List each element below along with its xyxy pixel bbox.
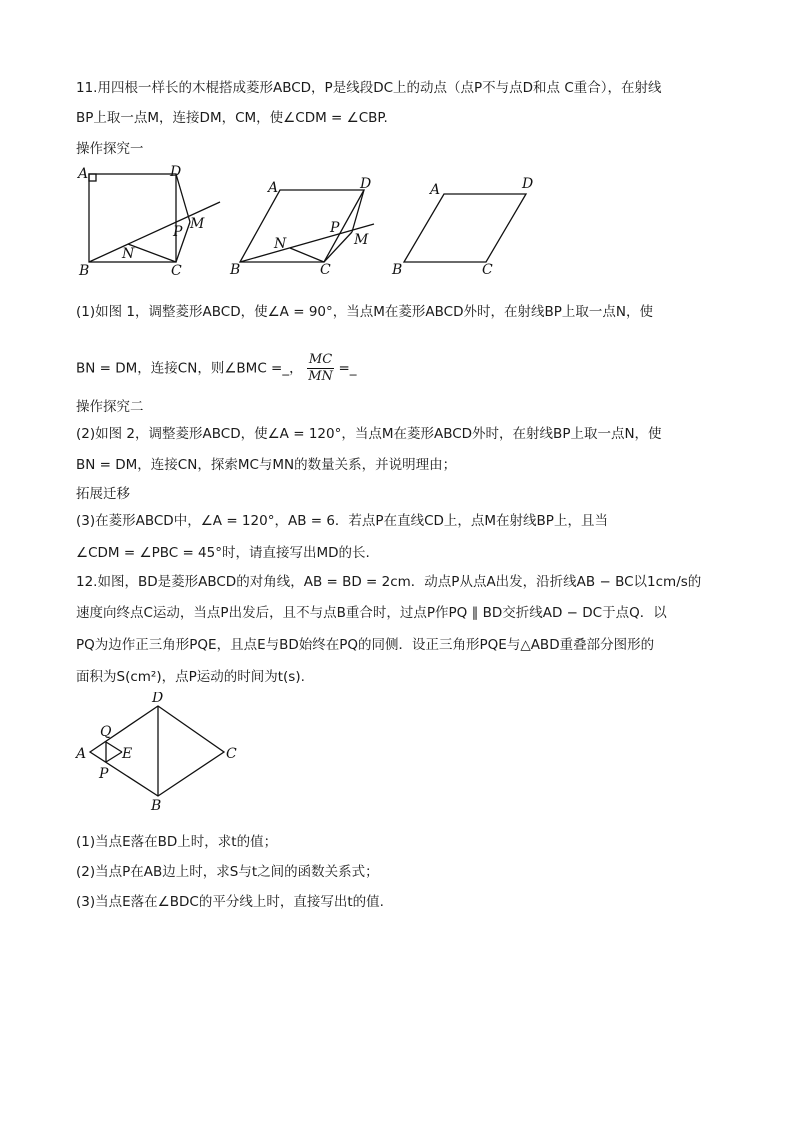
fig2-segment-dm — [352, 190, 364, 232]
q11-figure-1 — [76, 162, 226, 282]
fig3-label-a: A — [430, 182, 441, 198]
fig1-segment-dm — [176, 174, 190, 222]
q12-rhombus — [90, 706, 224, 796]
q11-part1-line1: (1)如图 1，调整菱形ABCD，使∠A = 90°，当点M在菱形ABCD外时，在射线BP上取一点N，使 — [76, 304, 653, 320]
q11-part1-text-b: =_ — [338, 360, 357, 377]
fig1-label-m: M — [190, 216, 205, 232]
q12-label-e: E — [122, 746, 133, 762]
q11-part1-line2 — [76, 352, 357, 385]
q12-figure — [74, 692, 254, 812]
q11-line2: BP上取一点M，连接DM，CM，使∠CDM = ∠CBP. — [76, 110, 388, 126]
q12-part3: (3)当点E落在∠BDC的平分线上时，直接写出t的值. — [76, 894, 384, 910]
fig1-segment-cn — [128, 244, 176, 262]
fig3-label-d: D — [522, 176, 534, 192]
fig2-segment-cn — [290, 248, 324, 262]
fig2-label-n: N — [274, 236, 287, 252]
fig2-label-m: M — [354, 232, 369, 248]
q11-part3-line2: ∠CDM = ∠PBC = 45°时，请直接写出MD的长. — [76, 545, 370, 561]
fig3-label-c: C — [482, 262, 493, 278]
q12-line3: PQ为边作正三角形PQE，且点E与BD始终在PQ的同侧．设正三角形PQE与△ABD重叠部分图形的 — [76, 637, 655, 653]
q11-figure-3 — [390, 170, 540, 280]
fig1-ray-bp — [89, 202, 220, 262]
q11-section3: 拓展迁移 — [76, 486, 130, 502]
q12-line1: 12.如图，BD是菱形ABCD的对角线，AB = BD = 2cm．动点P从点A出发，沿折线AB − BC以1cm/s的 — [76, 574, 702, 590]
fig2-label-c: C — [320, 262, 331, 278]
fig2-rhombus — [240, 190, 364, 262]
q11-part2-line1: (2)如图 2，调整菱形ABCD，使∠A = 120°，当点M在菱形ABCD外时，在射线BP上取一点N，使 — [76, 426, 662, 442]
q12-part2: (2)当点P在AB边上时，求S与t之间的函数关系式； — [76, 864, 379, 880]
q11-part3-line1: (3)在菱形ABCD中，∠A = 120°，AB = 6．若点P在直线CD上，点M在射线BP上，且当 — [76, 513, 608, 529]
fraction-numerator: MC — [308, 352, 333, 367]
fig1-label-d: D — [170, 164, 182, 180]
q11-part1-fraction — [307, 352, 334, 385]
q12-label-p: P — [99, 766, 109, 782]
fig2-label-d: D — [360, 176, 372, 192]
q11-figure-2 — [228, 170, 383, 280]
q11-section1: 操作探究一 — [76, 141, 144, 157]
q12-label-d: D — [152, 692, 164, 706]
q12-segment-qe — [106, 742, 122, 752]
q12-part1: (1)当点E落在BD上时，求t的值； — [76, 834, 278, 850]
q12-line2: 速度向终点C运动，当点P出发后，且不与点B重合时，过点P作PQ ∥ BD交折线AD − DC于点Q．以 — [76, 605, 667, 621]
fig1-right-angle-mark — [89, 174, 96, 181]
q12-label-q: Q — [100, 724, 112, 740]
q11-part2-line2: BN = DM，连接CN，探索MC与MN的数量关系，并说明理由； — [76, 457, 457, 473]
fig3-label-b: B — [392, 262, 403, 278]
fig1-label-p: P — [173, 224, 183, 240]
q11-line1: 11.用四根一样长的木棍搭成菱形ABCD，P是线段DC上的动点（点P不与点D和点 C重合），在射线 — [76, 80, 662, 96]
fig2-label-a: A — [268, 180, 279, 196]
q12-line4: 面积为S(cm²)，点P运动的时间为t(s). — [76, 669, 305, 685]
fig2-label-b: B — [230, 262, 241, 278]
q12-segment-ep — [106, 752, 122, 762]
q12-label-c: C — [226, 746, 237, 762]
fig3-rhombus — [404, 194, 526, 262]
fig2-label-p: P — [330, 220, 340, 236]
fig1-label-a: A — [78, 166, 89, 182]
fig1-label-c: C — [171, 263, 182, 279]
q12-label-a: A — [76, 746, 87, 762]
q11-section2: 操作探究二 — [76, 399, 144, 415]
q11-part1-text-a: BN = DM，连接CN，则∠BMC =_， — [76, 360, 303, 377]
fraction-denominator: MN — [308, 369, 333, 384]
q12-label-b: B — [151, 798, 162, 812]
fig1-label-b: B — [79, 263, 90, 279]
fig1-label-n: N — [122, 246, 135, 262]
